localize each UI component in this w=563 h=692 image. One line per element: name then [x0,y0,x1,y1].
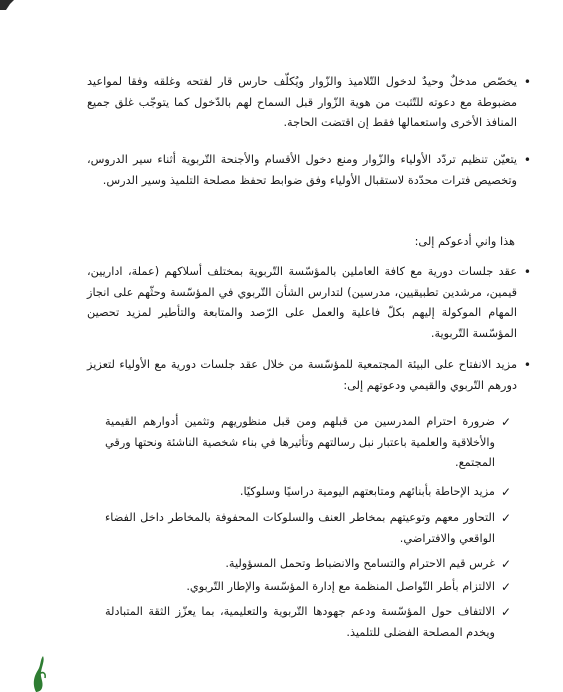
checkmark-icon: ✓ [500,580,511,594]
checklist-item [105,412,511,474]
list-item [87,72,531,134]
checkmark-icon: ✓ [500,511,511,525]
bullet-dot-icon: • [523,153,531,167]
checklist-text: الالتزام بأطر التّواصل المنظمة مع إدارة المؤسّسة والإطار التّربوي. [186,580,495,593]
checkmark-icon: ✓ [500,415,511,429]
checklist-text: ضرورة احترام المدرسين من قبلهم ومن قبل منظوريهم وتثمين أدوارهم القيمية والأخلاقية والعلمية باعتبار نبل رسالتهم وتأثيرها في بناء شخصية الناشئة ونحتها ورقي المجتمع. [105,415,495,469]
signature-mark [28,654,50,692]
bullet-dot-icon: • [523,265,531,279]
checklist-item [105,482,511,503]
bullet-text: يخصّص مدخلٌ وحيدٌ لدخول التّلاميذ والزّوار ويُكلّف حارس قار لفتحه وغلقه وفقا لمواعيد مضبوطة مع دعوته للتّثبت من هوية الزّوار قبل السماح لهم بالدّخول كما يتوجّب غلق جميع المنافذ الأخرى واستعمالها فقط إن اقتضت الحاجة. [87,75,517,129]
list-item [87,150,531,191]
bullet-text: عقد جلسات دورية مع كافة العاملين بالمؤسّسة التّربوية بمختلف أسلاكهم (عملة، اداريين، قيمين، مرشدين تطبيقيين، مدرسين) لتدارس الشأن التّربوي في المؤسّسة وحثّهم على انجاز المهام الموكولة إليهم بكلّ فاعلية والعمل على الرّصد والمتابعة والتأطير لمزيد تحصين المؤسّسة التّربوية. [87,265,517,340]
checklist-text: مزيد الإحاطة بأبنائهم ومتابعتهم اليومية دراسيًا وسلوكيًا. [239,485,495,498]
list-item [87,262,531,344]
checkmark-icon: ✓ [500,605,511,619]
checklist-item [105,577,511,598]
bullet-dot-icon: • [523,358,531,372]
bullet-text: يتعيّن تنظيم تردّد الأولياء والزّوار ومنع دخول الأقسام والأجنحة التّربوية أثناء سير الدروس، وتخصيص فترات محدّدة لاستقبال الأولياء وفق ضوابط تحفظ مصلحة التلميذ وسير الدرس. [87,153,517,187]
scan-edge-mark [0,0,14,10]
checklist-text: الالتفاف حول المؤسّسة ودعم جهودها التّربوية والتعليمية، بما يعزّز الثقة المتبادلة ويخدم المصلحة الفضلى للتلميذ. [105,605,495,639]
checklist-text: التحاور معهم وتوعيتهم بمخاطر العنف والسلوكات المحفوفة بالمخاطر داخل الفضاء الواقعي والافتراضي. [105,511,495,545]
bullet-text: مزيد الانفتاح على البيئة المجتمعية للمؤسّسة من خلال عقد جلسات دورية مع الأولياء لتعزيز دورهم التّربوي والقيمي ودعوتهم إلى: [87,358,517,392]
checklist-item [105,554,511,575]
invitation-heading: هذا واني أدعوكم إلى: [414,235,515,248]
checkmark-icon: ✓ [500,557,511,571]
checklist-text: غرس قيم الاحترام والتسامح والانضباط وتحمل المسؤولية. [225,557,495,570]
checkmark-icon: ✓ [500,485,511,499]
checklist-item [105,508,511,549]
list-item [87,355,531,396]
checklist-item [105,602,511,643]
bullet-dot-icon: • [523,75,531,89]
